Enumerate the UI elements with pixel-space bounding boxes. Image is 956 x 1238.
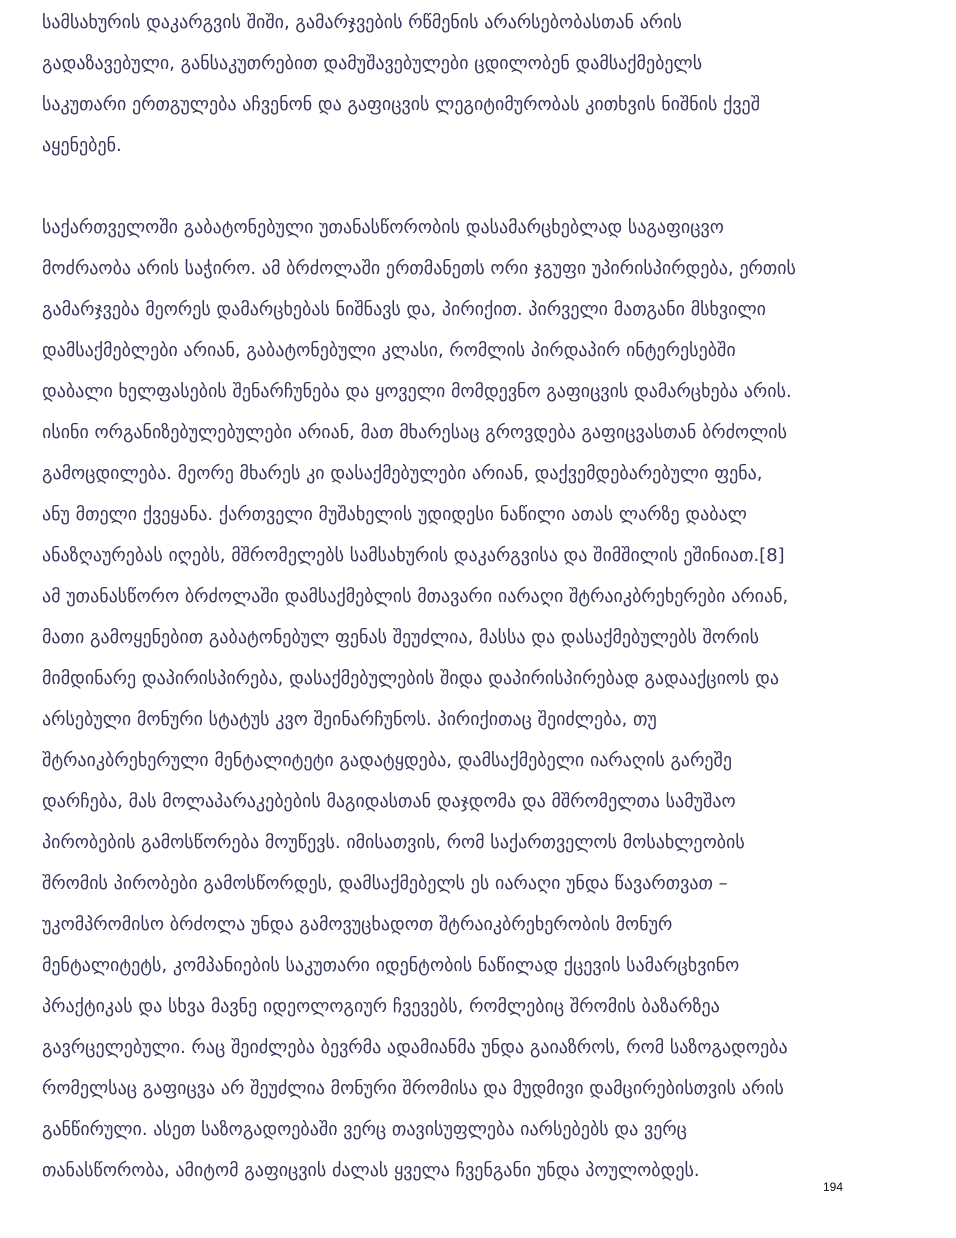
text-line: ისინი ორგანიზებულებულები არიან, მათ მხარესაც გროვდება გაფიცვასთან ბრძოლის bbox=[42, 422, 788, 443]
text-line: გავრცელებული. რაც შეიძლება ბევრმა ადამიანმა უნდა გაიაზროს, რომ საზოგადოება bbox=[42, 1037, 788, 1058]
paragraph-1 bbox=[42, 2, 760, 166]
text-line: ანაზღაურებას იღებს, მშრომელებს სამსახურის დაკარგვისა და შიმშილის ეშინიათ.[8] bbox=[42, 545, 785, 566]
text-line: მოძრაობა არის საჭირო. ამ ბრძოლაში ერთმანეთს ორი ჯგუფი უპირისპირდება, ერთის bbox=[42, 258, 796, 279]
text-line: დამსაქმებლები არიან, გაბატონებული კლასი, რომლის პირდაპირ ინტერესებში bbox=[42, 340, 736, 361]
text-line: გამოცდილება. მეორე მხარეს კი დასაქმებულები არიან, დაქვემდებარებული ფენა, bbox=[42, 463, 763, 484]
text-line: მენტალიტეტს, კომპანიების საკუთარი იდენტობის ნაწილად ქცევის სამარცხვინო bbox=[42, 955, 740, 976]
text-line: პრაქტიკას და სხვა მავნე იდეოლოგიურ ჩვევებს, რომლებიც შრომის ბაზარზეა bbox=[42, 996, 720, 1017]
text-line: შრომის პირობები გამოსწორდეს, დამსაქმებელს ეს იარაღი უნდა წავართვათ – bbox=[42, 873, 728, 894]
text-line: არსებული მონური სტატუს კვო შეინარჩუნოს. პირიქითაც შეიძლება, თუ bbox=[42, 709, 657, 730]
text-line: გადაზავებული, განსაკუთრებით დამუშავებულები ცდილობენ დამსაქმებელს bbox=[42, 53, 703, 74]
text-line: პირობების გამოსწორება მოუწევს. იმისათვის, რომ საქართველოს მოსახლეობის bbox=[42, 832, 745, 853]
text-line: დაბალი ხელფასების შენარჩუნება და ყოველი მომდევნო გაფიცვის დამარცხება არის. bbox=[42, 381, 792, 402]
text-line: საქართველოში გაბატონებული უთანასწორობის დასამარცხებლად საგაფიცვო bbox=[42, 217, 724, 238]
text-line: რომელსაც გაფიცვა არ შეუძლია მონური შრომისა და მუდმივი დამცირებისთვის არის bbox=[42, 1078, 784, 1099]
text-line: აყენებენ. bbox=[42, 135, 122, 156]
text-line: საკუთარი ერთგულება აჩვენონ და გაფიცვის ლეგიტიმურობას კითხვის ნიშნის ქვეშ bbox=[42, 94, 761, 115]
text-line: ანუ მთელი ქვეყანა. ქართველი მუშახელის უდიდესი ნაწილი ათას ლარზე დაბალ bbox=[42, 504, 747, 525]
page-number: 194 bbox=[823, 1180, 844, 1194]
text-line: დარჩება, მას მოლაპარაკებების მაგიდასთან დაჯდომა და მშრომელთა სამუშაო bbox=[42, 791, 736, 812]
text-line: გამარჯვება მეორეს დამარცხებას ნიშნავს და, პირიქით. პირველი მათგანი მსხვილი bbox=[42, 299, 766, 320]
text-line: შტრაიკბრეხერული მენტალიტეტი გადატყდება, დამსაქმებელი იარაღის გარეშე bbox=[42, 750, 732, 771]
text-line: სამსახურის დაკარგვის შიში, გამარჯვების რწმენის არარსებობასთან არის bbox=[42, 12, 682, 33]
text-line: ამ უთანასწორო ბრძოლაში დამსაქმებლის მთავარი იარაღი შტრაიკბრეხერები არიან, bbox=[42, 586, 789, 607]
text-line: უკომპრომისო ბრძოლა უნდა გამოვუცხადოთ შტრაიკბრეხერობის მონურ bbox=[42, 914, 673, 935]
paragraph-2 bbox=[42, 207, 796, 1191]
text-line: თანასწორობა, ამიტომ გაფიცვის ძალას ყველა ჩვენგანი უნდა პოულობდეს. bbox=[42, 1160, 700, 1181]
text-line: განწირული. ასეთ საზოგადოებაში ვერც თავისუფლება იარსებებს და ვერც bbox=[42, 1119, 687, 1140]
text-line: მათი გამოყენებით გაბატონებულ ფენას შეუძლია, მასსა და დასაქმებულებს შორის bbox=[42, 627, 760, 648]
text-line: მიმდინარე დაპირისპირება, დასაქმებულების შიდა დაპირისპირებად გადააქციოს და bbox=[42, 668, 780, 689]
